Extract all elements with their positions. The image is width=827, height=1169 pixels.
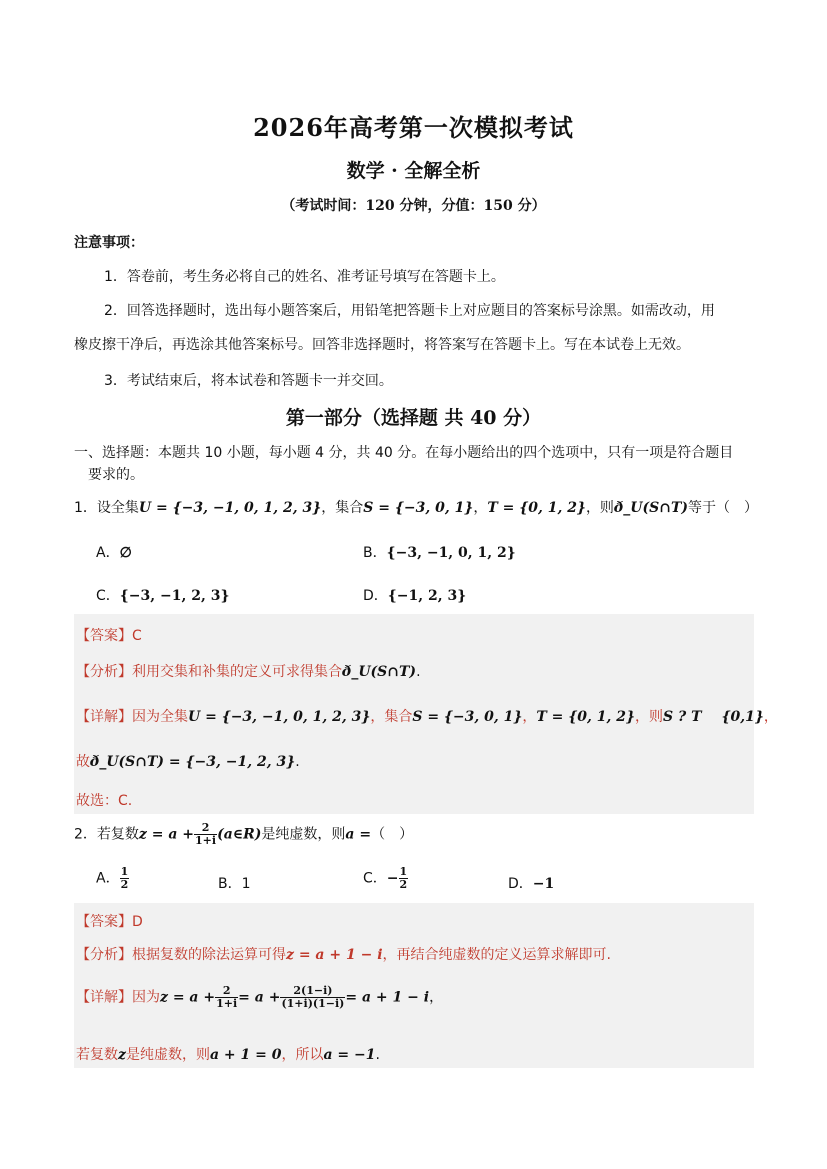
q2-option-b-label: B． — [218, 876, 242, 892]
q2-option-a-den: 2 — [120, 878, 129, 891]
q1-detail-t: T = {0, 1, 2} — [536, 709, 636, 725]
q2-analysis-expr: z = a + 1 − i — [286, 947, 383, 963]
q2-option-a-num: 1 — [120, 865, 129, 878]
q1-option-a-label: A． — [96, 545, 120, 561]
q2-detail-frac1-den: 1+i — [216, 997, 238, 1010]
q2-option-d-value: −1 — [532, 876, 555, 892]
note-item-1: 1．答卷前，考生务必将自己的姓名、准考证号填写在答题卡上。 — [104, 269, 505, 285]
page-title: 2026年高考第一次模拟考试 — [253, 113, 574, 142]
q2-answer — [76, 911, 143, 931]
section-intro-2: 要求的。 — [88, 467, 144, 483]
q1-conclusion — [76, 751, 300, 771]
q1-stem-mid1: ，集合 — [321, 500, 364, 516]
q1-detail-4: ，则 — [635, 709, 664, 725]
q2-last-2: 是纯虚数，则 — [125, 1047, 210, 1063]
q2-option-c — [363, 866, 408, 891]
q2-detail — [76, 985, 443, 1010]
q2-detail-res: = a + 1 − i — [345, 989, 430, 1006]
q1-detail-1: 因为全集 — [132, 709, 188, 725]
q2-detail-frac2-num: 2(1−i) — [280, 985, 345, 998]
q2-option-a — [96, 866, 129, 891]
q1-expr: ð_U(S∩T) — [613, 500, 688, 516]
q2-option-a-fraction — [120, 866, 130, 891]
notes-heading: 注意事项： — [74, 235, 144, 251]
q1-analysis-end: . — [416, 664, 421, 680]
q1-analysis — [76, 661, 421, 681]
q2-stem-frac-num: 2 — [194, 822, 217, 835]
section-intro-1: 一、选择题：本题共 10 小题，每小题 4 分，共 40 分。在每小题给出的四个选项中，只有一项是符合题目 — [74, 445, 734, 461]
q2-stem — [74, 822, 413, 847]
q2-detail-eq: = a + — [238, 989, 281, 1006]
q2-detail-z: z = a + — [160, 989, 216, 1006]
q1-stem-suffix: 等于（ ） — [688, 500, 758, 516]
q1-set-s: S = {−3, 0, 1} — [363, 500, 474, 516]
section-title: 第一部分（选择题 共 40 分） — [285, 407, 542, 429]
q2-detail-end: ， — [429, 989, 444, 1006]
q1-option-a — [96, 542, 132, 562]
q2-detail-frac2-den: (1+i)(1−i) — [281, 997, 345, 1010]
q1-option-b-label: B． — [363, 545, 387, 561]
q2-option-c-den: 2 — [399, 878, 408, 891]
q2-stem-prefix: 2．若复数 — [74, 826, 139, 843]
q2-option-a-label: A． — [96, 870, 120, 887]
note-item-2: 2．回答选择题时，选出每小题答案后，用铅笔把答题卡上对应题目的答案标号涂黑。如需改动，用 — [104, 303, 715, 319]
q1-option-d-value: {−1, 2, 3} — [387, 588, 467, 604]
q1-so-end: . — [295, 754, 300, 770]
q2-detail-fraction-1 — [215, 985, 238, 1010]
q1-so-prefix: 故 — [76, 754, 90, 770]
q1-analysis-text: 利用交集和补集的定义可求得集合 — [132, 664, 342, 680]
note-item-2-cont: 橡皮擦干净后，再选涂其他答案标号。回答非选择题时，将答案写在答题卡上。写在本试卷上无效。 — [74, 337, 690, 353]
q2-analysis-tag: 【分析】 — [76, 947, 132, 963]
q1-stem-prefix: 1．设全集 — [74, 500, 139, 516]
q1-stem — [74, 497, 758, 517]
q1-set-u: U = {−3, −1, 0, 1, 2, 3} — [138, 500, 322, 516]
q2-option-b — [218, 873, 251, 893]
q1-answer-tag: 【答案】 — [76, 628, 132, 644]
q2-last-3: ，所以 — [281, 1047, 324, 1063]
q2-option-c-label: C． — [363, 870, 387, 887]
q1-detail — [76, 706, 778, 726]
q1-option-c-label: C． — [96, 588, 120, 604]
q1-option-c — [96, 585, 229, 605]
q2-stem-z: z = a + — [138, 826, 195, 843]
q1-detail-u: U = {−3, −1, 0, 1, 2, 3} — [188, 709, 371, 725]
q1-option-c-value: {−3, −1, 2, 3} — [119, 588, 230, 604]
q1-detail-s: S = {−3, 0, 1} — [412, 709, 523, 725]
q2-detail-1: 因为 — [132, 989, 160, 1006]
q1-option-d — [363, 585, 466, 605]
q1-analysis-expr: ð_U(S∩T) — [342, 664, 417, 680]
q1-set-t: T = {0, 1, 2} — [487, 500, 586, 516]
q2-conclusion — [76, 1044, 380, 1064]
q1-detail-st2: {0,1} — [721, 709, 764, 725]
q2-stem-cond: (a∈R) — [217, 826, 262, 843]
q2-option-d-label: D． — [508, 876, 533, 892]
q1-option-a-value: ∅ — [119, 545, 132, 561]
note-item-3: 3．考试结束后，将本试卷和答题卡一并交回。 — [104, 373, 393, 389]
q2-last-end: . — [375, 1047, 380, 1063]
q1-detail-st: S ? T — [663, 709, 702, 725]
q1-stem-sep: ， — [473, 500, 488, 516]
q2-analysis-2: ，再结合纯虚数的定义运算求解即可. — [382, 947, 611, 963]
q2-last-a: a = −1 — [323, 1047, 376, 1063]
q2-last-1: 若复数 — [76, 1047, 118, 1063]
q2-answer-tag: 【答案】 — [76, 914, 132, 930]
exam-meta: （考试时间：120 分钟，分值：150 分） — [281, 198, 546, 214]
q2-detail-tag: 【详解】 — [76, 989, 132, 1006]
q2-detail-frac1-num: 2 — [215, 985, 238, 998]
q2-stem-fraction — [194, 822, 217, 847]
q1-detail-5: ， — [763, 709, 778, 725]
q1-so-expr: ð_U(S∩T) = {−3, −1, 2, 3} — [90, 754, 296, 770]
q2-last-z: z — [118, 1047, 126, 1063]
q1-detail-2: ，集合 — [370, 709, 413, 725]
q2-stem-frac-den: 1+i — [195, 834, 217, 847]
q1-stem-mid2: ，则 — [585, 500, 614, 516]
q2-stem-a: a = — [345, 826, 372, 843]
q2-option-c-fraction — [399, 866, 409, 891]
q1-answer-value: C — [132, 628, 142, 644]
q1-option-b-value: {−3, −1, 0, 1, 2} — [386, 545, 516, 561]
q1-analysis-tag: 【分析】 — [76, 664, 132, 680]
q2-stem-suffix: 是纯虚数，则 — [261, 826, 346, 843]
q1-answer — [76, 625, 142, 645]
q1-detail-3: ， — [522, 709, 537, 725]
q1-option-b — [363, 542, 516, 562]
q2-option-c-num: 1 — [399, 865, 408, 878]
q2-analysis-1: 根据复数的除法运算可得 — [132, 947, 286, 963]
q1-detail-tag: 【详解】 — [76, 709, 132, 725]
q2-detail-fraction-2 — [280, 985, 345, 1010]
q2-option-c-sign: − — [386, 870, 399, 887]
page-subtitle: 数学 · 全解全析 — [346, 160, 481, 182]
q2-stem-end: （ ） — [371, 826, 414, 843]
q2-last-eq: a + 1 = 0 — [209, 1047, 282, 1063]
q2-option-d — [508, 873, 554, 893]
q1-choice: 故选：C. — [76, 793, 133, 809]
q2-option-b-value: 1 — [241, 876, 251, 892]
q2-analysis — [76, 944, 611, 964]
q1-option-d-label: D． — [363, 588, 388, 604]
q2-answer-value: D — [132, 914, 143, 930]
